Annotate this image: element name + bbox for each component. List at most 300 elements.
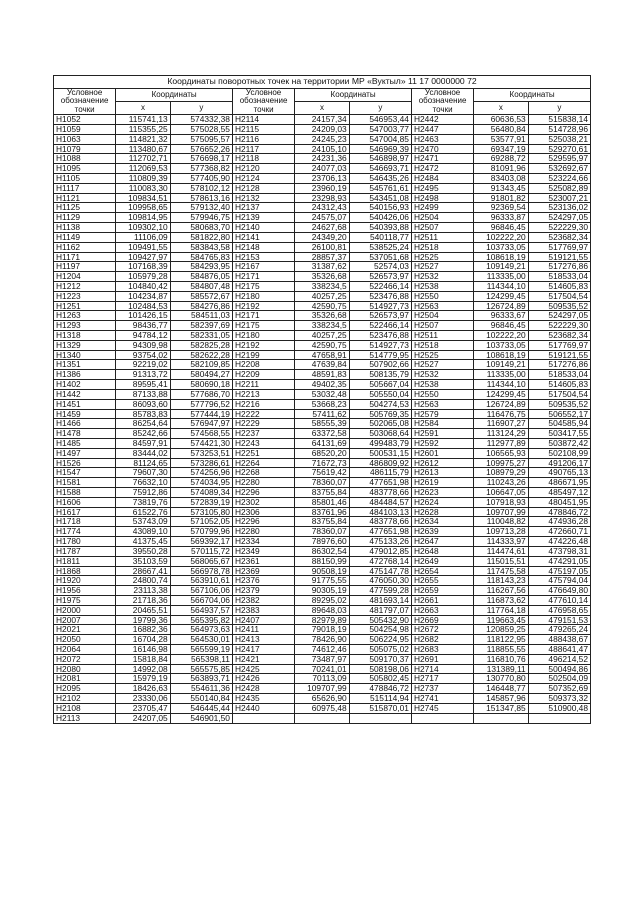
table-row [54,654,591,664]
cell-y: 517504,54 [528,291,590,301]
cell-x: 116810,76 [474,654,528,664]
cell-point: Н2148 [232,242,294,252]
cell-y: 509170,37 [349,654,411,664]
cell-y: 510900,48 [528,703,590,713]
cell-y: 491206,17 [528,458,590,468]
table-row [54,321,591,331]
cell-x: 93754,02 [116,350,170,360]
cell-x: 23705,47 [116,703,170,713]
cell-y: 574421,30 [170,438,232,448]
cell-y: 546901,50 [170,713,232,723]
cell-y: 584276,86 [170,301,232,311]
cell-y: 477651,98 [349,478,411,488]
cell-point: Н1088 [54,154,116,164]
cell-y: 507902,66 [349,360,411,370]
cell-x: 81091,96 [474,164,528,174]
cell-x: 117475,58 [474,566,528,576]
cell-point: Н2527 [411,262,473,272]
cell-y: 514605,83 [528,380,590,390]
cell-point: Н2108 [54,703,116,713]
cell-y: 515870,01 [349,703,411,713]
table-row [54,458,591,468]
cell-x: 53743,09 [116,517,170,527]
cell-y: 526573,97 [349,272,411,282]
cell-y: 540426,06 [349,213,411,223]
cell-y: 565398,11 [170,654,232,664]
cell-x: 96333,67 [474,311,528,321]
cell-y: 480451,95 [528,497,590,507]
cell-y: 564937,57 [170,605,232,615]
cell-x: 109814,95 [116,213,170,223]
cell-y: 546898,97 [349,154,411,164]
cell-y: 546693,71 [349,164,411,174]
cell-y: 503872,42 [528,438,590,448]
cell-x: 106565,93 [474,448,528,458]
cell-point: Н2507 [411,223,473,233]
cell-point: Н2120 [232,164,294,174]
cell-y: 584293,95 [170,262,232,272]
cell-x: 84597,91 [116,438,170,448]
cell-x: 101426,15 [116,311,170,321]
cell-y: 538525,24 [349,242,411,252]
cell-x: 24077,03 [295,164,349,174]
cell-point: Н1138 [54,223,116,233]
cell-y: 584876,05 [170,272,232,282]
cell-y: 565575,85 [170,664,232,674]
cell-y: 543451,08 [349,193,411,203]
cell-y: 582622,28 [170,350,232,360]
cell-point: Н2280 [232,527,294,537]
cell-point: Н1451 [54,399,116,409]
cell-y: 573105,80 [170,507,232,517]
table-row [54,134,591,144]
table-row [54,389,591,399]
cell-x: 117764,18 [474,605,528,615]
cell-x: 92369,54 [474,203,528,213]
cell-y: 477610,14 [528,595,590,605]
cell-x: 35326,68 [295,311,349,321]
cell-x: 85783,83 [116,409,170,419]
cell-x: 151347,85 [474,703,528,713]
cell-x: 109707,99 [295,684,349,694]
cell-x: 102484,53 [116,301,170,311]
cell-point: Н2425 [232,664,294,674]
table-row [54,144,591,154]
cell-x: 14992,08 [116,664,170,674]
cell-x: 83755,84 [295,517,349,527]
table-row [54,664,591,674]
cell-x: 42590,75 [295,340,349,350]
cell-point: Н2655 [411,576,473,586]
cell-x: 75619,42 [295,468,349,478]
cell-x: 107168,39 [116,262,170,272]
cell-point: Н1466 [54,419,116,429]
cell-point: Н2525 [411,252,473,262]
cell-point: Н1121 [54,193,116,203]
cell-x: 96846,45 [474,321,528,331]
cell-x: 53577,91 [474,134,528,144]
cell-point: Н2382 [232,595,294,605]
cell-y: 523682,34 [528,232,590,242]
cell-y: 546953,44 [349,115,411,125]
cell-point: Н2663 [411,605,473,615]
cell-x: 69347,19 [474,144,528,154]
cell-x: 85801,46 [295,497,349,507]
cell-point: Н1497 [54,448,116,458]
cell-point: Н2192 [232,340,294,350]
cell-y: 583843,58 [170,242,232,252]
cell-point: Н2447 [411,124,473,134]
cell-x: 110809,39 [116,174,170,184]
table-row [54,625,591,635]
cell-point: Н2428 [232,684,294,694]
cell-y: 565599,19 [170,645,232,655]
cell-x: 24231,36 [295,154,349,164]
cell-point: Н2167 [232,262,294,272]
cell-y: 503417,55 [528,429,590,439]
cell-point: Н2511 [411,331,473,341]
cell-point: Н2532 [411,272,473,282]
cell-point: Н2251 [232,448,294,458]
cell-x: 114344,10 [474,281,528,291]
cell-point: Н2000 [54,605,116,615]
cell-x: 47658,91 [295,350,349,360]
cell-y: 582825,28 [170,340,232,350]
cell-y: 575095,57 [170,134,232,144]
cell-point: Н1162 [54,242,116,252]
cell-point: Н2264 [232,458,294,468]
table-row [54,488,591,498]
cell-x: 83444,02 [116,448,170,458]
cell-x: 109491,55 [116,242,170,252]
table-row [54,164,591,174]
cell-point: Н2407 [232,615,294,625]
cell-y: 514779,95 [349,350,411,360]
cell-point: Н1868 [54,566,116,576]
cell-x: 35326,68 [295,272,349,282]
coords-header-3: Координаты [474,89,591,102]
cell-y: 550140,84 [170,694,232,704]
cell-y: 582397,69 [170,321,232,331]
x-header-2: x [295,102,349,115]
cell-point: Н2504 [411,311,473,321]
table-row [54,370,591,380]
cell-x: 90305,19 [295,586,349,596]
cell-point: Н2634 [411,517,473,527]
coords-header-1: Координаты [116,89,233,102]
cell-point: Н2669 [411,615,473,625]
cell-y: 505550,04 [349,389,411,399]
cell-y: 578613,16 [170,193,232,203]
cell-point: Н2243 [232,438,294,448]
table-row [54,595,591,605]
cell-x: 83403,08 [474,174,528,184]
cell-y: 540156,93 [349,203,411,213]
cell-y: 523682,34 [528,331,590,341]
cell-x: 109427,97 [116,252,170,262]
cell-point: Н1329 [54,340,116,350]
cell-x: 18426,63 [116,684,170,694]
cell-x: 81124,65 [116,458,170,468]
cell-y: 573253,51 [170,448,232,458]
cell-y: 509373,32 [528,694,590,704]
table-row [54,713,591,723]
cell-point: Н2007 [54,615,116,625]
cell-x: 91343,45 [474,183,528,193]
table-row [54,605,591,615]
cell-x: 26100,81 [295,242,349,252]
table-row [54,527,591,537]
table-title: Координаты поворотных точек на территории МР «Вуктыл» 11 17 0000000 72 [54,76,591,89]
cell-y: 577405,90 [170,174,232,184]
cell-point: Н1079 [54,144,116,154]
cell-y: 582109,85 [170,360,232,370]
cell-point: Н1095 [54,164,116,174]
cell-x: 43089,10 [116,527,170,537]
cell-y: 505667,04 [349,380,411,390]
cell-x: 39550,28 [116,546,170,556]
cell-x: 109149,21 [474,262,528,272]
cell-y: 517504,54 [528,389,590,399]
cell-x: 109713,28 [474,527,528,537]
cell-y: 547003,77 [349,124,411,134]
cell-x: 28857,37 [295,252,349,262]
cell-point: Н1263 [54,311,116,321]
cell-point: Н2268 [232,468,294,478]
cell-y: 545761,61 [349,183,411,193]
cell-y: 525038,21 [528,134,590,144]
table-row [54,576,591,586]
point-header-2: Условное обозначение точки [232,89,294,115]
cell-point: Н2302 [232,497,294,507]
cell-point: Н2484 [411,174,473,184]
cell-point: Н1204 [54,272,116,282]
cell-y: 578102,12 [170,183,232,193]
cell-y: 479151,53 [528,615,590,625]
cell-point: Н2280 [232,478,294,488]
table-row [54,635,591,645]
cell-x: 102222,20 [474,331,528,341]
cell-point: Н2647 [411,537,473,547]
cell-y: 526573,97 [349,311,411,321]
cell-point: Н2745 [411,703,473,713]
cell-point: Н1386 [54,370,116,380]
cell-x: 113480,67 [116,144,170,154]
cell-x: 126724,89 [474,301,528,311]
cell-point: Н2141 [232,232,294,242]
cell-point: Н2550 [411,389,473,399]
cell-y: 486115,79 [349,468,411,478]
cell-point: Н2369 [232,566,294,576]
cell-point: Н2296 [232,517,294,527]
cell-y: 529270,61 [528,144,590,154]
cell-y: 475794,04 [528,576,590,586]
cell-x: 73487,97 [295,654,349,664]
cell-point: Н1063 [54,134,116,144]
cell-x: 105979,28 [116,272,170,282]
cell-x: 86093,60 [116,399,170,409]
cell-x: 108618,19 [474,350,528,360]
cell-y: 572839,19 [170,497,232,507]
cell-y: 566704,06 [170,595,232,605]
cell-y: 514927,73 [349,301,411,311]
cell-point: Н2349 [232,546,294,556]
table-row [54,537,591,547]
table-row [54,507,591,517]
cell-y: 540393,88 [349,223,411,233]
cell-y: 574256,96 [170,468,232,478]
table-row [54,124,591,134]
cell-y: 585572,67 [170,291,232,301]
cell-y: 476050,30 [349,576,411,586]
cell-y: 476958,65 [528,605,590,615]
cell-point: Н1718 [54,517,116,527]
cell-x: 70113,09 [295,674,349,684]
cell-point: Н2717 [411,674,473,684]
cell-point: Н2081 [54,674,116,684]
cell-x: 49402,35 [295,380,349,390]
cell-y: 473798,31 [528,546,590,556]
cell-point: Н2021 [54,625,116,635]
cell-x: 24312,43 [295,203,349,213]
cell-x: 24157,34 [295,115,349,125]
cell-y: 505075,02 [349,645,411,655]
cell-point: Н2208 [232,360,294,370]
cell-y: 575028,55 [170,124,232,134]
cell-point: Н2376 [232,576,294,586]
table-row [54,684,591,694]
table-row [54,586,591,596]
cell-y: 574034,95 [170,478,232,488]
cell-point: Н2334 [232,537,294,547]
table-row [54,203,591,213]
cell-x: 107918,93 [474,497,528,507]
cell-x: 115355,25 [116,124,170,134]
y-header-1: y [170,102,232,115]
cell-point: Н2426 [232,674,294,684]
cell-point: Н2538 [411,281,473,291]
cell-x: 69288,72 [474,154,528,164]
cell-x: 124299,45 [474,291,528,301]
x-header-1: x [116,102,170,115]
cell-x: 75912,86 [116,488,170,498]
cell-x: 23706,13 [295,174,349,184]
cell-x: 109707,99 [474,507,528,517]
cell-point: Н2470 [411,144,473,154]
cell-x: 87133,88 [116,389,170,399]
cell-y: 584765,83 [170,252,232,262]
cell-y: 582331,05 [170,331,232,341]
cell-point: Н1617 [54,507,116,517]
cell-y: 490765,13 [528,468,590,478]
cell-x: 24349,20 [295,232,349,242]
cell-y: 525082,89 [528,183,590,193]
cell-y: 484484,57 [349,497,411,507]
cell-point: Н1526 [54,458,116,468]
cell-y: 546445,44 [170,703,232,713]
cell-point [411,713,473,723]
cell-x [295,713,349,723]
cell-point: Н2504 [411,213,473,223]
cell-point: Н1251 [54,301,116,311]
cell-point: Н1956 [54,586,116,596]
cell-y: 522229,30 [528,321,590,331]
table-row [54,232,591,242]
table-row [54,193,591,203]
cell-y: 475147,78 [349,566,411,576]
cell-y: 476649,80 [528,586,590,596]
cell-point: Н2737 [411,684,473,694]
cell-x: 104234,87 [116,291,170,301]
cell-point: Н2471 [411,154,473,164]
cell-point: Н2613 [411,468,473,478]
cell-x: 28667,41 [116,566,170,576]
cell-point: Н2442 [411,115,473,125]
cell-y: 515838,14 [528,115,590,125]
cell-x: 90508,19 [295,566,349,576]
cell-x: 23298,93 [295,193,349,203]
cell-x: 53032,48 [295,389,349,399]
cell-point: Н2379 [232,586,294,596]
cell-point: Н1787 [54,546,116,556]
table-row [54,223,591,233]
cell-point: Н2411 [232,625,294,635]
cell-x: 92219,02 [116,360,170,370]
cell-y: 577368,82 [170,164,232,174]
cell-y: 584511,03 [170,311,232,321]
cell-x: 110048,82 [474,517,528,527]
cell-y: 474936,28 [528,517,590,527]
cell-point: Н2117 [232,144,294,154]
cell-point: Н2550 [411,291,473,301]
cell-x: 145857,96 [474,694,528,704]
cell-point: Н1588 [54,488,116,498]
cell-x: 116476,75 [474,409,528,419]
cell-y: 580690,18 [170,380,232,390]
cell-y: 523476,88 [349,291,411,301]
cell-point: Н2579 [411,409,473,419]
cell-x: 82979,89 [295,615,349,625]
cell-y: 584807,48 [170,281,232,291]
cell-point: Н2296 [232,488,294,498]
cell-point: Н1442 [54,389,116,399]
cell-point: Н2115 [232,124,294,134]
cell-y: 577796,52 [170,399,232,409]
coordinates-table [53,75,591,724]
cell-x: 114333,97 [474,537,528,547]
cell-x: 42590,75 [295,301,349,311]
cell-x: 70241,01 [295,664,349,674]
cell-x: 91313,72 [116,370,170,380]
cell-y: 507352,69 [528,684,590,694]
cell-x: 78360,07 [295,478,349,488]
cell-point: Н2499 [411,203,473,213]
cell-point: Н2563 [411,399,473,409]
cell-point: Н2584 [411,419,473,429]
cell-y: 500531,15 [349,448,411,458]
cell-y: 485497,12 [528,488,590,498]
table-row [54,350,591,360]
cell-x: 114821,32 [116,134,170,144]
cell-point: Н2672 [411,625,473,635]
table-row [54,311,591,321]
cell-y: 518533,04 [528,272,590,282]
cell-y: 506224,95 [349,635,411,645]
cell-point: Н2538 [411,380,473,390]
cell-y: 523007,21 [528,193,590,203]
cell-x: 110083,30 [116,183,170,193]
cell-x: 113335,00 [474,272,528,282]
